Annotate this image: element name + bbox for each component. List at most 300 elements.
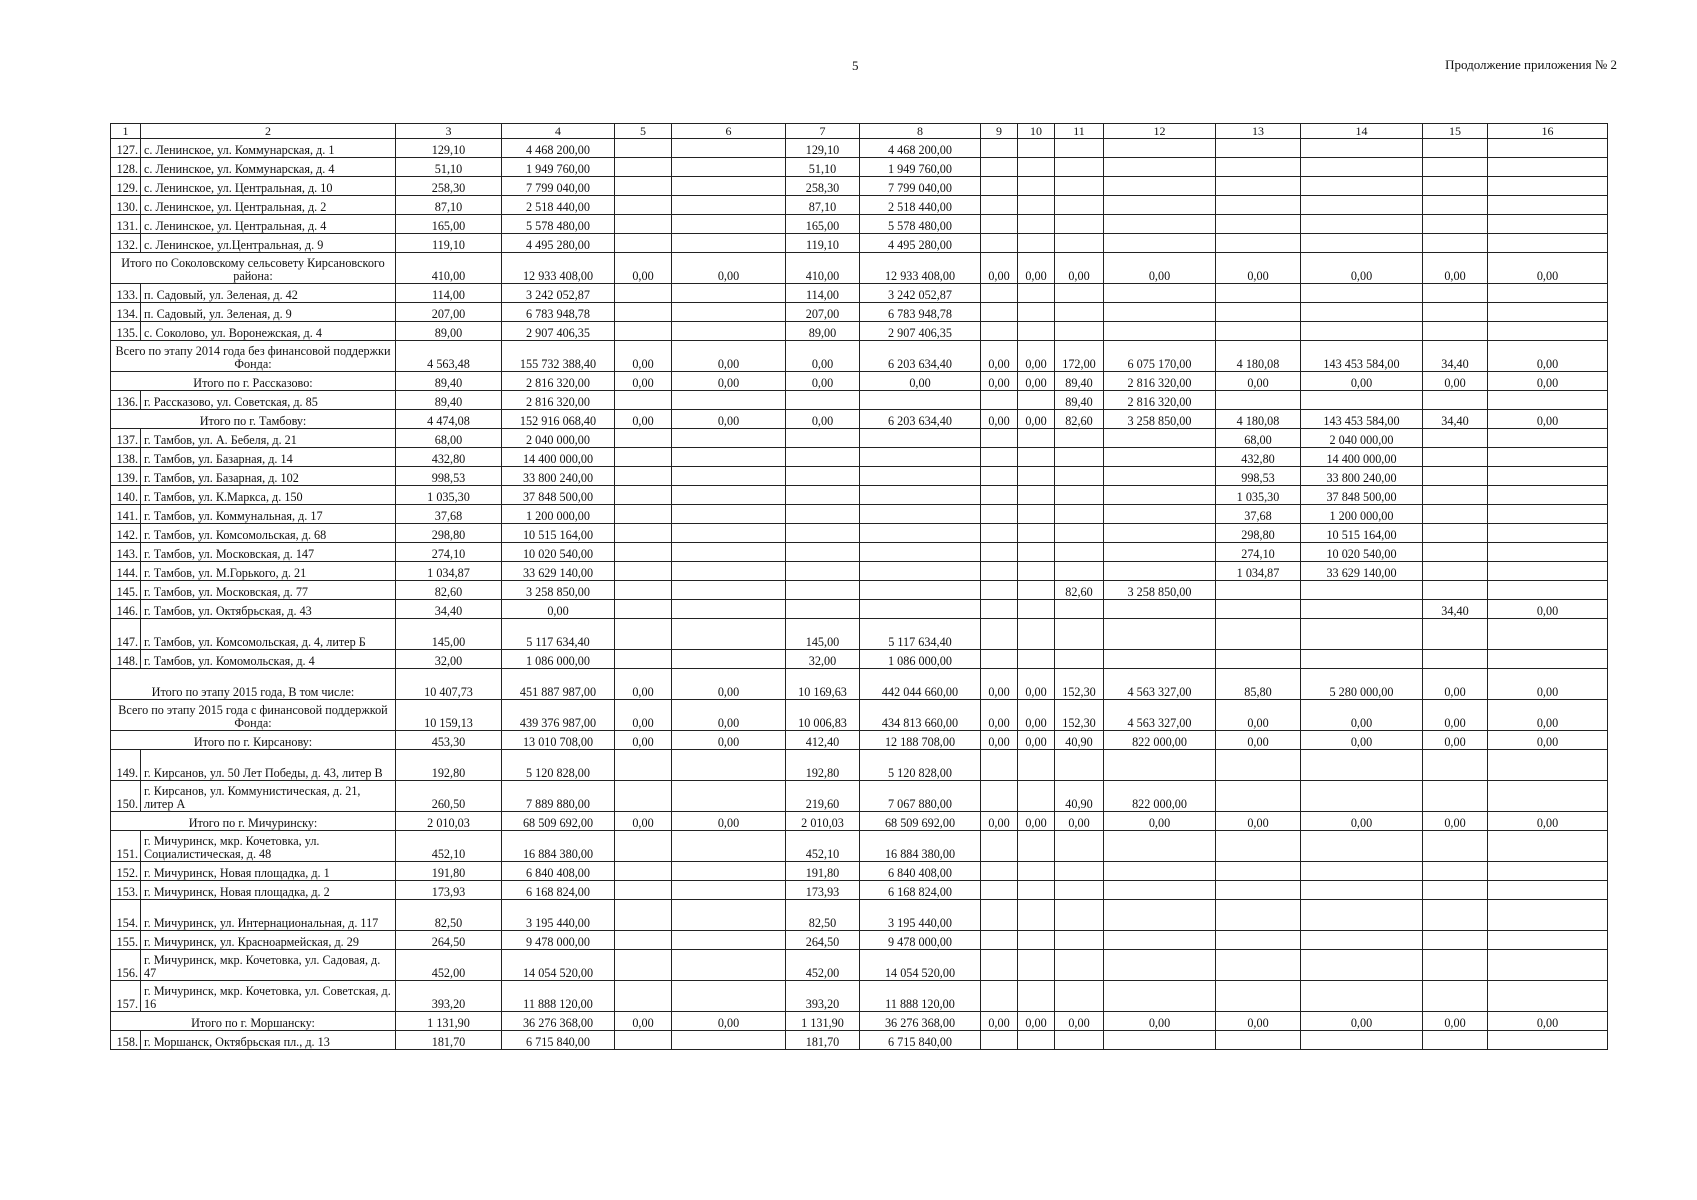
row-number: 140.	[111, 486, 141, 505]
cell-col-4: 2 040 000,00	[502, 429, 615, 448]
cell-col-14: 143 453 584,00	[1301, 341, 1423, 372]
cell-col-10: 0,00	[1018, 253, 1055, 284]
cell-col-9	[981, 619, 1018, 650]
cell-col-7: 452,10	[786, 831, 860, 862]
cell-col-13: 4 180,08	[1216, 341, 1301, 372]
cell-col-12	[1104, 619, 1216, 650]
cell-col-7: 264,50	[786, 931, 860, 950]
column-header: 16	[1488, 124, 1608, 139]
table-row	[111, 900, 1608, 931]
cell-col-16	[1488, 234, 1608, 253]
cell-col-8: 5 578 480,00	[860, 215, 981, 234]
cell-col-10: 0,00	[1018, 812, 1055, 831]
cell-col-6	[672, 600, 786, 619]
cell-col-5	[615, 448, 672, 467]
cell-col-6	[672, 1031, 786, 1050]
cell-col-8	[860, 581, 981, 600]
address-cell: г. Тамбов, ул. Коммунальная, д. 17	[141, 505, 396, 524]
cell-col-4: 11 888 120,00	[502, 981, 615, 1012]
address-cell: г. Мичуринск, мкр. Кочетовка, ул. Садовая, д. 47	[141, 950, 396, 981]
cell-col-7	[786, 524, 860, 543]
cell-col-10	[1018, 581, 1055, 600]
row-number: 127.	[111, 139, 141, 158]
cell-col-13	[1216, 196, 1301, 215]
cell-col-7	[786, 429, 860, 448]
cell-col-14: 2 040 000,00	[1301, 429, 1423, 448]
row-number: 139.	[111, 467, 141, 486]
cell-col-6	[672, 139, 786, 158]
cell-col-11	[1055, 750, 1104, 781]
cell-col-16: 0,00	[1488, 410, 1608, 429]
cell-col-14: 0,00	[1301, 253, 1423, 284]
cell-col-7: 119,10	[786, 234, 860, 253]
table-row	[111, 303, 1608, 322]
cell-col-9: 0,00	[981, 812, 1018, 831]
cell-col-6	[672, 619, 786, 650]
cell-col-11	[1055, 505, 1104, 524]
row-number: 128.	[111, 158, 141, 177]
cell-col-4: 439 376 987,00	[502, 700, 615, 731]
cell-col-10	[1018, 486, 1055, 505]
row-number: 134.	[111, 303, 141, 322]
row-number: 149.	[111, 750, 141, 781]
cell-col-8: 14 054 520,00	[860, 950, 981, 981]
cell-col-16	[1488, 467, 1608, 486]
cell-col-9	[981, 234, 1018, 253]
cell-col-4: 6 715 840,00	[502, 1031, 615, 1050]
cell-col-15	[1423, 650, 1488, 669]
address-cell: г. Мичуринск, мкр. Кочетовка, ул. Советская, д. 16	[141, 981, 396, 1012]
cell-col-5	[615, 650, 672, 669]
cell-col-10	[1018, 429, 1055, 448]
cell-col-5: 0,00	[615, 253, 672, 284]
cell-col-14: 10 515 164,00	[1301, 524, 1423, 543]
cell-col-11: 40,90	[1055, 781, 1104, 812]
address-cell: п. Садовый, ул. Зеленая, д. 9	[141, 303, 396, 322]
cell-col-11	[1055, 429, 1104, 448]
cell-col-13: 1 034,87	[1216, 562, 1301, 581]
cell-col-9	[981, 950, 1018, 981]
cell-col-9: 0,00	[981, 731, 1018, 750]
cell-col-13	[1216, 234, 1301, 253]
cell-col-8: 7 067 880,00	[860, 781, 981, 812]
cell-col-12	[1104, 284, 1216, 303]
table-row	[111, 196, 1608, 215]
cell-col-10: 0,00	[1018, 341, 1055, 372]
cell-col-5	[615, 467, 672, 486]
cell-col-15: 0,00	[1423, 700, 1488, 731]
cell-col-4: 68 509 692,00	[502, 812, 615, 831]
cell-col-12	[1104, 524, 1216, 543]
cell-col-13	[1216, 981, 1301, 1012]
column-header: 14	[1301, 124, 1423, 139]
cell-col-11: 40,90	[1055, 731, 1104, 750]
cell-col-4: 37 848 500,00	[502, 486, 615, 505]
cell-col-14	[1301, 1031, 1423, 1050]
cell-col-14	[1301, 650, 1423, 669]
cell-col-4: 1 086 000,00	[502, 650, 615, 669]
cell-col-12	[1104, 981, 1216, 1012]
cell-col-8: 6 168 824,00	[860, 881, 981, 900]
cell-col-8	[860, 391, 981, 410]
cell-col-11	[1055, 158, 1104, 177]
column-header: 7	[786, 124, 860, 139]
cell-col-6: 0,00	[672, 812, 786, 831]
cell-col-8: 434 813 660,00	[860, 700, 981, 731]
cell-col-5	[615, 831, 672, 862]
cell-col-16: 0,00	[1488, 341, 1608, 372]
cell-col-15	[1423, 781, 1488, 812]
cell-col-15	[1423, 581, 1488, 600]
cell-col-5	[615, 139, 672, 158]
address-cell: г. Тамбов, ул. Комомольская, д. 4	[141, 650, 396, 669]
cell-col-5	[615, 781, 672, 812]
cell-col-3: 173,93	[396, 881, 502, 900]
cell-col-12: 0,00	[1104, 253, 1216, 284]
row-number: 143.	[111, 543, 141, 562]
cell-col-13	[1216, 862, 1301, 881]
cell-col-4: 1 949 760,00	[502, 158, 615, 177]
address-cell: с. Соколово, ул. Воронежская, д. 4	[141, 322, 396, 341]
cell-col-8: 4 468 200,00	[860, 139, 981, 158]
cell-col-7: 2 010,03	[786, 812, 860, 831]
address-cell: г. Тамбов, ул. Московская, д. 147	[141, 543, 396, 562]
cell-col-5	[615, 234, 672, 253]
cell-col-8: 11 888 120,00	[860, 981, 981, 1012]
cell-col-16	[1488, 981, 1608, 1012]
cell-col-4: 5 578 480,00	[502, 215, 615, 234]
table-row	[111, 467, 1608, 486]
cell-col-9: 0,00	[981, 372, 1018, 391]
address-cell: г. Кирсанов, ул. Коммунистическая, д. 21, литер А	[141, 781, 396, 812]
cell-col-15	[1423, 619, 1488, 650]
cell-col-10: 0,00	[1018, 731, 1055, 750]
cell-col-10	[1018, 831, 1055, 862]
cell-col-6	[672, 781, 786, 812]
cell-col-12	[1104, 881, 1216, 900]
cell-col-3: 260,50	[396, 781, 502, 812]
cell-col-3: 10 407,73	[396, 669, 502, 700]
cell-col-15	[1423, 177, 1488, 196]
cell-col-3: 452,10	[396, 831, 502, 862]
cell-col-13: 298,80	[1216, 524, 1301, 543]
row-number: 131.	[111, 215, 141, 234]
cell-col-5: 0,00	[615, 700, 672, 731]
cell-col-5	[615, 429, 672, 448]
cell-col-5	[615, 505, 672, 524]
cell-col-6: 0,00	[672, 341, 786, 372]
cell-col-4: 5 117 634,40	[502, 619, 615, 650]
cell-col-15	[1423, 322, 1488, 341]
cell-col-16: 0,00	[1488, 700, 1608, 731]
cell-col-15	[1423, 950, 1488, 981]
cell-col-3: 32,00	[396, 650, 502, 669]
cell-col-12	[1104, 215, 1216, 234]
annex-title: Продолжение приложения № 2	[1445, 57, 1617, 72]
column-header: 2	[141, 124, 396, 139]
cell-col-7	[786, 448, 860, 467]
cell-col-10	[1018, 158, 1055, 177]
cell-col-13: 0,00	[1216, 700, 1301, 731]
cell-col-8: 4 495 280,00	[860, 234, 981, 253]
row-number: 135.	[111, 322, 141, 341]
cell-col-14: 1 200 000,00	[1301, 505, 1423, 524]
cell-col-8: 36 276 368,00	[860, 1012, 981, 1031]
cell-col-3: 453,30	[396, 731, 502, 750]
cell-col-15	[1423, 750, 1488, 781]
cell-col-4: 0,00	[502, 600, 615, 619]
address-cell: г. Мичуринск, Новая площадка, д. 1	[141, 862, 396, 881]
cell-col-9: 0,00	[981, 700, 1018, 731]
cell-col-12	[1104, 562, 1216, 581]
row-number: 154.	[111, 900, 141, 931]
cell-col-16	[1488, 881, 1608, 900]
cell-col-5: 0,00	[615, 341, 672, 372]
row-number: 136.	[111, 391, 141, 410]
cell-col-16	[1488, 543, 1608, 562]
cell-col-8: 3 195 440,00	[860, 900, 981, 931]
cell-col-12	[1104, 303, 1216, 322]
table-total-row	[111, 253, 1608, 284]
cell-col-15	[1423, 543, 1488, 562]
address-cell: г. Тамбов, ул. Московская, д. 77	[141, 581, 396, 600]
cell-col-5: 0,00	[615, 372, 672, 391]
cell-col-15: 0,00	[1423, 731, 1488, 750]
cell-col-12	[1104, 1031, 1216, 1050]
cell-col-15	[1423, 562, 1488, 581]
cell-col-16	[1488, 931, 1608, 950]
cell-col-7	[786, 486, 860, 505]
table-row	[111, 448, 1608, 467]
table-row	[111, 391, 1608, 410]
cell-col-13	[1216, 139, 1301, 158]
cell-col-9: 0,00	[981, 341, 1018, 372]
cell-col-5	[615, 196, 672, 215]
cell-col-8	[860, 486, 981, 505]
cell-col-16	[1488, 391, 1608, 410]
cell-col-13: 0,00	[1216, 1012, 1301, 1031]
cell-col-3: 89,00	[396, 322, 502, 341]
cell-col-12: 3 258 850,00	[1104, 581, 1216, 600]
cell-col-12: 822 000,00	[1104, 781, 1216, 812]
cell-col-8: 2 518 440,00	[860, 196, 981, 215]
cell-col-15	[1423, 303, 1488, 322]
cell-col-10	[1018, 234, 1055, 253]
cell-col-4: 16 884 380,00	[502, 831, 615, 862]
cell-col-8: 0,00	[860, 372, 981, 391]
cell-col-10	[1018, 950, 1055, 981]
cell-col-15	[1423, 505, 1488, 524]
cell-col-3: 452,00	[396, 950, 502, 981]
cell-col-13	[1216, 177, 1301, 196]
cell-col-6	[672, 158, 786, 177]
cell-col-15: 34,40	[1423, 410, 1488, 429]
cell-col-13: 0,00	[1216, 812, 1301, 831]
cell-col-8: 6 715 840,00	[860, 1031, 981, 1050]
cell-col-12	[1104, 900, 1216, 931]
cell-col-14	[1301, 881, 1423, 900]
column-header: 1	[111, 124, 141, 139]
cell-col-5	[615, 177, 672, 196]
cell-col-11: 152,30	[1055, 700, 1104, 731]
cell-col-13	[1216, 900, 1301, 931]
cell-col-16: 0,00	[1488, 812, 1608, 831]
cell-col-13	[1216, 215, 1301, 234]
address-cell: с. Ленинское, ул. Центральная, д. 2	[141, 196, 396, 215]
column-header: 8	[860, 124, 981, 139]
cell-col-16	[1488, 505, 1608, 524]
cell-col-14	[1301, 234, 1423, 253]
cell-col-11: 82,60	[1055, 410, 1104, 429]
cell-col-13	[1216, 650, 1301, 669]
cell-col-11	[1055, 196, 1104, 215]
cell-col-6	[672, 862, 786, 881]
cell-col-5	[615, 158, 672, 177]
cell-col-16	[1488, 750, 1608, 781]
cell-col-7: 207,00	[786, 303, 860, 322]
cell-col-8: 1 949 760,00	[860, 158, 981, 177]
cell-col-10	[1018, 750, 1055, 781]
cell-col-8: 6 203 634,40	[860, 410, 981, 429]
cell-col-9	[981, 429, 1018, 448]
cell-col-9	[981, 781, 1018, 812]
cell-col-14	[1301, 322, 1423, 341]
cell-col-6	[672, 429, 786, 448]
address-cell: с. Ленинское, ул. Коммунарская, д. 1	[141, 139, 396, 158]
cell-col-11	[1055, 950, 1104, 981]
cell-col-4: 13 010 708,00	[502, 731, 615, 750]
cell-col-15	[1423, 196, 1488, 215]
cell-col-6	[672, 467, 786, 486]
cell-col-9	[981, 139, 1018, 158]
cell-col-7: 412,40	[786, 731, 860, 750]
cell-col-7: 87,10	[786, 196, 860, 215]
cell-col-14: 37 848 500,00	[1301, 486, 1423, 505]
row-number: 137.	[111, 429, 141, 448]
cell-col-13: 998,53	[1216, 467, 1301, 486]
cell-col-9	[981, 900, 1018, 931]
cell-col-11	[1055, 284, 1104, 303]
cell-col-9	[981, 581, 1018, 600]
address-cell: г. Тамбов, ул. Комсомольская, д. 68	[141, 524, 396, 543]
cell-col-8: 2 907 406,35	[860, 322, 981, 341]
column-header: 13	[1216, 124, 1301, 139]
cell-col-11	[1055, 322, 1104, 341]
cell-col-6: 0,00	[672, 410, 786, 429]
cell-col-13	[1216, 284, 1301, 303]
cell-col-14	[1301, 619, 1423, 650]
cell-col-11	[1055, 981, 1104, 1012]
page-number: 5	[852, 58, 859, 73]
cell-col-7	[786, 581, 860, 600]
cell-col-13	[1216, 303, 1301, 322]
cell-col-9	[981, 486, 1018, 505]
cell-col-11: 0,00	[1055, 1012, 1104, 1031]
cell-col-14: 14 400 000,00	[1301, 448, 1423, 467]
cell-col-13: 274,10	[1216, 543, 1301, 562]
cell-col-4: 6 168 824,00	[502, 881, 615, 900]
cell-col-10	[1018, 505, 1055, 524]
total-label: Итого по г. Моршанску:	[111, 1012, 396, 1031]
cell-col-7: 1 131,90	[786, 1012, 860, 1031]
address-cell: г. Кирсанов, ул. 50 Лет Победы, д. 43, литер В	[141, 750, 396, 781]
cell-col-16: 0,00	[1488, 669, 1608, 700]
address-cell: г. Мичуринск, мкр. Кочетовка, ул. Социалистическая, д. 48	[141, 831, 396, 862]
cell-col-5: 0,00	[615, 410, 672, 429]
cell-col-3: 4 563,48	[396, 341, 502, 372]
row-number: 133.	[111, 284, 141, 303]
address-cell: п. Садовый, ул. Зеленая, д. 42	[141, 284, 396, 303]
cell-col-15: 0,00	[1423, 1012, 1488, 1031]
cell-col-13	[1216, 600, 1301, 619]
address-cell: г. Мичуринск, ул. Красноармейская, д. 29	[141, 931, 396, 950]
address-cell: г. Мичуринск, ул. Интернациональная, д. 117	[141, 900, 396, 931]
cell-col-9	[981, 881, 1018, 900]
cell-col-14	[1301, 862, 1423, 881]
cell-col-11: 89,40	[1055, 372, 1104, 391]
cell-col-9: 0,00	[981, 253, 1018, 284]
cell-col-13	[1216, 881, 1301, 900]
cell-col-12	[1104, 862, 1216, 881]
table-row	[111, 215, 1608, 234]
cell-col-7: 219,60	[786, 781, 860, 812]
cell-col-6	[672, 881, 786, 900]
cell-col-9	[981, 750, 1018, 781]
cell-col-12	[1104, 931, 1216, 950]
table-total-row	[111, 731, 1608, 750]
cell-col-7: 452,00	[786, 950, 860, 981]
cell-col-8: 68 509 692,00	[860, 812, 981, 831]
cell-col-9	[981, 562, 1018, 581]
row-number: 150.	[111, 781, 141, 812]
cell-col-3: 1 131,90	[396, 1012, 502, 1031]
cell-col-15	[1423, 1031, 1488, 1050]
cell-col-9	[981, 600, 1018, 619]
cell-col-16	[1488, 196, 1608, 215]
cell-col-15	[1423, 429, 1488, 448]
cell-col-7: 192,80	[786, 750, 860, 781]
cell-col-3: 998,53	[396, 467, 502, 486]
cell-col-10	[1018, 196, 1055, 215]
cell-col-5	[615, 284, 672, 303]
cell-col-6	[672, 486, 786, 505]
cell-col-13: 1 035,30	[1216, 486, 1301, 505]
cell-col-6: 0,00	[672, 253, 786, 284]
cell-col-8: 5 117 634,40	[860, 619, 981, 650]
cell-col-14	[1301, 931, 1423, 950]
cell-col-12: 0,00	[1104, 812, 1216, 831]
cell-col-5	[615, 215, 672, 234]
cell-col-3: 129,10	[396, 139, 502, 158]
cell-col-16	[1488, 900, 1608, 931]
cell-col-5	[615, 600, 672, 619]
cell-col-12	[1104, 467, 1216, 486]
cell-col-11: 0,00	[1055, 253, 1104, 284]
cell-col-6	[672, 543, 786, 562]
address-cell: г. Тамбов, ул. Базарная, д. 14	[141, 448, 396, 467]
cell-col-4: 14 054 520,00	[502, 950, 615, 981]
cell-col-14	[1301, 981, 1423, 1012]
cell-col-11: 82,60	[1055, 581, 1104, 600]
row-number: 148.	[111, 650, 141, 669]
total-label: Всего по этапу 2014 года без финансовой поддержки Фонда:	[111, 341, 396, 372]
cell-col-9	[981, 467, 1018, 486]
cell-col-8: 7 799 040,00	[860, 177, 981, 196]
cell-col-16	[1488, 562, 1608, 581]
table-total-row	[111, 1012, 1608, 1031]
cell-col-3: 82,60	[396, 581, 502, 600]
cell-col-6	[672, 448, 786, 467]
